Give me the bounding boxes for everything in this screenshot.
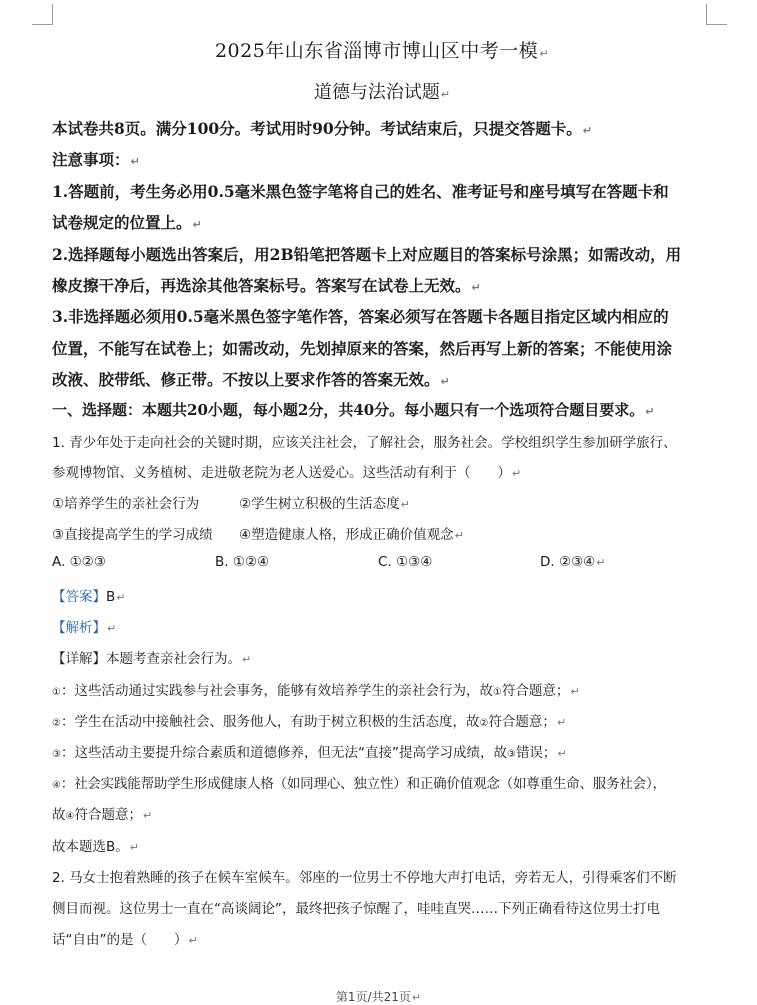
section-heading: 一、选择题：本题共20小题，每小题2分，共40分。每小题只有一个选项符合题目要求。↵: [52, 401, 655, 419]
q1-option-a: A. ①②③: [52, 554, 106, 570]
paragraph-mark-icon: ↵: [471, 281, 481, 294]
q1-stem-line-2: 参观博物馆、义务植树、走进敬老院为老人送爱心。这些活动有利于（ ）↵: [52, 465, 522, 481]
answer-value: B: [106, 589, 116, 605]
paragraph-mark-icon: ↵: [440, 88, 451, 101]
explanation-4-line-1: ④：社会实践能帮助学生形成健康人格（如同理心、独立性）和正确价值观念（如尊重生命、服务社会），: [52, 776, 666, 792]
paragraph-mark-icon: ↵: [400, 498, 410, 511]
notice-2-line-2: 橡皮擦干净后，再选涂其他答案标号。答案写在试卷上无效。↵: [52, 276, 481, 295]
doc-title: 2025年山东省淄博市博山区中考一模↵: [214, 40, 550, 62]
answer-line: [52, 585, 125, 605]
q1-statement-3: ③直接提高学生的学习成绩: [52, 527, 213, 543]
explanation-1: ①：这些活动通过实践参与社会事务，能够有效培养学生的亲社会行为，故①符合题意；↵: [52, 683, 580, 699]
notice-3-line-2: 位置，不能写在试卷上；如需改动，先划掉原来的答案，然后再写上新的答案；不能使用涂: [52, 339, 673, 358]
q1-option-c: C. ①③④: [378, 554, 433, 570]
paragraph-mark-icon: ↵: [129, 841, 139, 854]
answer-label: 【答案】: [52, 589, 106, 605]
intro-text: 本试卷共8页。满分100分。考试用时90分钟。考试结束后，只提交答题卡。↵: [52, 119, 592, 138]
doc-subtitle: 道德与法治试题↵: [313, 82, 451, 103]
paragraph-mark-icon: ↵: [645, 405, 655, 418]
q1-option-d: D. ②③④↵: [540, 554, 606, 570]
conclusion-line: 故本题选B。↵: [52, 839, 139, 855]
paragraph-mark-icon: ↵: [107, 622, 117, 635]
paragraph-mark-icon: ↵: [411, 991, 422, 1004]
analysis-label: 【解析】: [52, 620, 106, 636]
q1-stem-line-1: 1. 青少年处于走向社会的关键时期，应该关注社会，了解社会，服务社会。学校组织学生参加研学旅行、: [52, 435, 677, 451]
paragraph-mark-icon: ↵: [188, 934, 198, 947]
explanation-3: ③：这些活动主要提升综合素质和道德修养，但无法“直接”提高学习成绩，故③错误；↵: [52, 745, 567, 761]
paragraph-mark-icon: ↵: [556, 716, 567, 729]
paragraph-mark-icon: ↵: [557, 747, 567, 760]
notice-3-line-1: 3.非选择题必须用0.5毫米黑色签字笔作答，答案必须写在答题卡各题目指定区域内相应的: [52, 307, 669, 326]
notice-2-line-1: 2.选择题每小题选出答案后，用2B铅笔把答题卡上对应题目的答案标号涂黑；如需改动，用: [52, 245, 682, 264]
paragraph-mark-icon: ↵: [570, 685, 580, 698]
paragraph-mark-icon: ↵: [130, 155, 140, 168]
q1-statement-4: ④塑造健康人格，形成正确价值观念↵: [239, 527, 464, 543]
explanation-2: ②：学生在活动中接触社会、服务他人，有助于树立积极的生活态度，故②符合题意；↵: [52, 714, 567, 730]
paragraph-mark-icon: ↵: [582, 124, 592, 137]
analysis-line: [52, 616, 116, 636]
paragraph-mark-icon: ↵: [142, 809, 153, 822]
notice-1-line-1: 1.答题前，考生务必用0.5毫米黑色签字笔将自己的姓名、准考证号和座号填写在答题卡和: [52, 182, 669, 201]
paragraph-mark-icon: ↵: [454, 529, 464, 542]
notice-1-line-2: 试卷规定的位置上。↵: [52, 213, 202, 232]
detail-label: 【详解】: [52, 651, 106, 667]
crop-mark-top-left: [32, 4, 53, 25]
notice-3-line-3: 改液、胶带纸、修正带。不按以上要求作答的答案无效。↵: [52, 370, 450, 389]
q1-statement-2: ②学生树立积极的生活态度↵: [239, 496, 410, 512]
paragraph-mark-icon: ↵: [192, 218, 202, 231]
paragraph-mark-icon: ↵: [596, 556, 606, 569]
explanation-4-line-2: 故④符合题意；↵: [52, 807, 153, 823]
crop-mark-top-right: [706, 4, 727, 25]
paragraph-mark-icon: ↵: [242, 653, 252, 666]
q2-stem-line-1: 2. 马女士抱着熟睡的孩子在候车室候车。邻座的一位男士不停地大声打电话，旁若无人，引得乘客们不断: [52, 870, 677, 886]
q2-stem-line-2: 侧目而视。这位男士一直在“高谈阔论”，最终把孩子惊醒了，哇哇直哭……下列正确看待这位男士打电: [52, 901, 660, 917]
q1-option-b: B. ①②④: [215, 554, 270, 570]
paragraph-mark-icon: ↵: [539, 47, 550, 60]
paragraph-mark-icon: ↵: [116, 591, 126, 604]
q1-statement-1: ①培养学生的亲社会行为: [52, 496, 200, 512]
paragraph-mark-icon: ↵: [440, 375, 450, 388]
paragraph-mark-icon: ↵: [512, 467, 522, 480]
page-footer: 第1页/共21页↵: [335, 990, 422, 1004]
q2-stem-line-3: 话“自由”的是（ ）↵: [52, 932, 198, 948]
notice-heading: 注意事项：↵: [52, 150, 140, 169]
detail-line: 【详解】本题考查亲社会行为。↵: [52, 651, 252, 667]
